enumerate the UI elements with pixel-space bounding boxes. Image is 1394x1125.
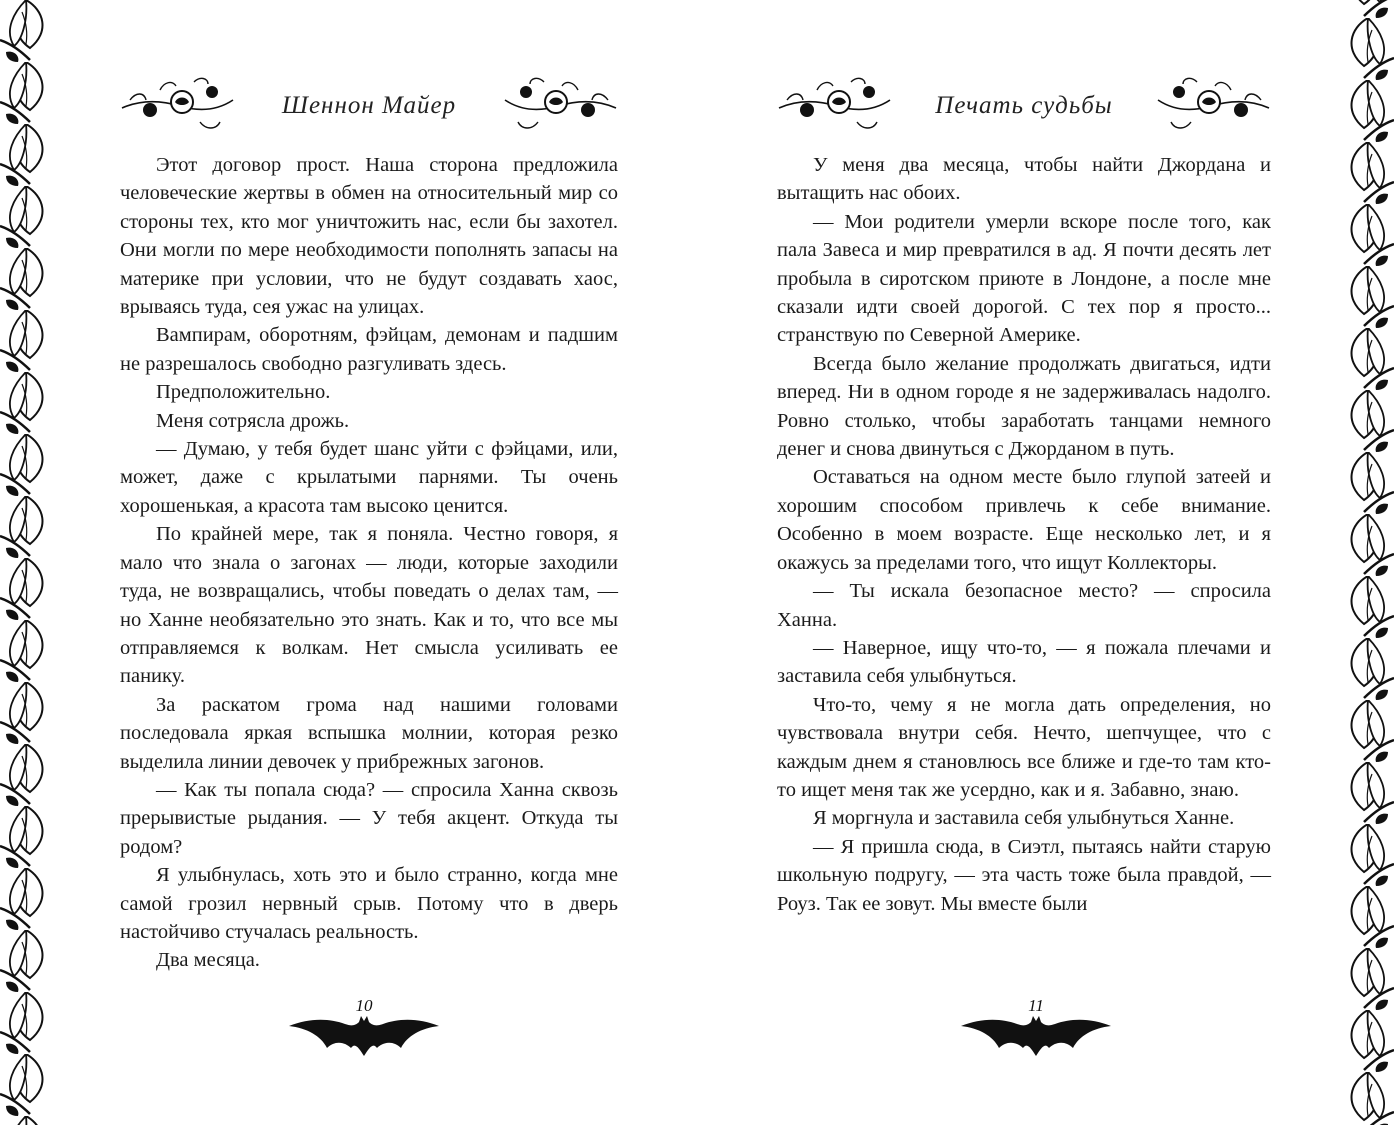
rose-flourish-icon xyxy=(503,70,618,140)
running-head-title: Печать судьбы xyxy=(935,92,1113,119)
paragraph: — Ты искала безопасное место? — спросила Ханна. xyxy=(777,580,1271,631)
paragraph: Вампирам, оборотням, фэйцам, демонам и падшим не разрешалось свободно разгуливать здесь. xyxy=(120,324,618,375)
page-number: 11 xyxy=(1028,996,1044,1015)
running-head-author: Шеннон Майер xyxy=(281,92,457,119)
paragraph: У меня два месяца, чтобы найти Джордана и вытащить нас обоих. xyxy=(777,154,1271,205)
paragraph: — Как ты попала сюда? — спросила Ханна сквозь прерывистые рыдания. — У тебя акцент. Откуда ты родом? xyxy=(120,778,618,858)
body-text xyxy=(777,151,1271,918)
floral-border-right-icon xyxy=(1342,0,1394,1125)
paragraph: Меня сотрясла дрожь. xyxy=(156,409,350,432)
body-text xyxy=(120,151,618,975)
paragraph: По крайней мере, так я поняла. Честно говоря, я мало что знала о загонах — люди, которые заходили туда, не возвращались, чтобы поведать о делах там, — но Ханне необязательно это знать. Как и то, что все мы отправляемся к волкам. Нет смысла усиливать ее панику. xyxy=(120,523,618,688)
paragraph: — Мои родители умерли вскоре после того, как пала Завеса и мир превратился в ад. Я почти десять лет пробыла в сиротском приюте в Лондоне, а после мне сказали идти своей дорогой. С тех пор я просто... странствую по Северной Америке. xyxy=(777,210,1271,347)
paragraph: Предположительно. xyxy=(156,381,331,404)
paragraph: Два месяца. xyxy=(156,949,260,972)
paragraph: Я улыбнулась, хоть это и было странно, когда мне самой грозил нервный срыв. Потому что в дверь настойчиво стучалась реальность. xyxy=(120,864,618,943)
paragraph: Всегда было желание продолжать двигаться, идти вперед. Ни в одном городе я не задерживалась надолго. Ровно столько, чтобы заработать танцами немного денег и снова двинуться с Джорданом в путь. xyxy=(777,352,1271,461)
paragraph: Что-то, чему я не могла дать определения, но чувствовала внутри себя. Нечто, шепчущее, что с каждым днем я становлюсь все ближе и где-то там кто-то ищет меня так же усердно, как и я. Забавно, знаю. xyxy=(777,693,1271,801)
paragraph: Этот договор прост. Наша сторона предложила человеческие жертвы в обмен на относительный мир со стороны тех, кто мог уничтожить нас, если бы захотел. Они могли по мере необходимости пополнять запасы на материке при условии, что не будут создавать хаос, врываясь туда, сея ужас на улицах. xyxy=(120,154,618,319)
paragraph: — Думаю, у тебя будет шанс уйти с фэйцами, или, может, даже с крылатыми парнями. Ты очень хорошенькая, а красота там высоко ценится. xyxy=(120,438,618,517)
right-page xyxy=(777,0,1271,1125)
paragraph: За раскатом грома над нашими головами последовала яркая вспышка молнии, которая резко выделила линии девочек у прибрежных загонов. xyxy=(120,693,618,773)
floral-border-left-icon xyxy=(0,0,52,1125)
rose-flourish-icon xyxy=(1156,70,1271,140)
page-folio xyxy=(961,996,1111,1058)
paragraph: Я моргнула и заставила себя улыбнуться Ханне. xyxy=(813,807,1235,830)
paragraph: — Наверное, ищу что-то, — я пожала плечами и заставила себя улыбнуться. xyxy=(777,636,1271,688)
page-header xyxy=(120,70,618,140)
page-folio xyxy=(289,996,439,1058)
page-number: 10 xyxy=(355,996,373,1015)
page-header xyxy=(777,70,1271,140)
paragraph: — Я пришла сюда, в Сиэтл, пытаясь найти старую школьную подругу, — эта часть тоже была правдой, — Роуз. Так ее зовут. Мы вместе были xyxy=(777,835,1271,915)
left-page xyxy=(120,0,618,1125)
paragraph: Оставаться на одном месте было глупой затеей и хорошим способом привлечь к себе внимание. Особенно в моем возрасте. Еще несколько лет, и я окажусь за пределами того, что ищут Коллекторы. xyxy=(777,466,1271,574)
